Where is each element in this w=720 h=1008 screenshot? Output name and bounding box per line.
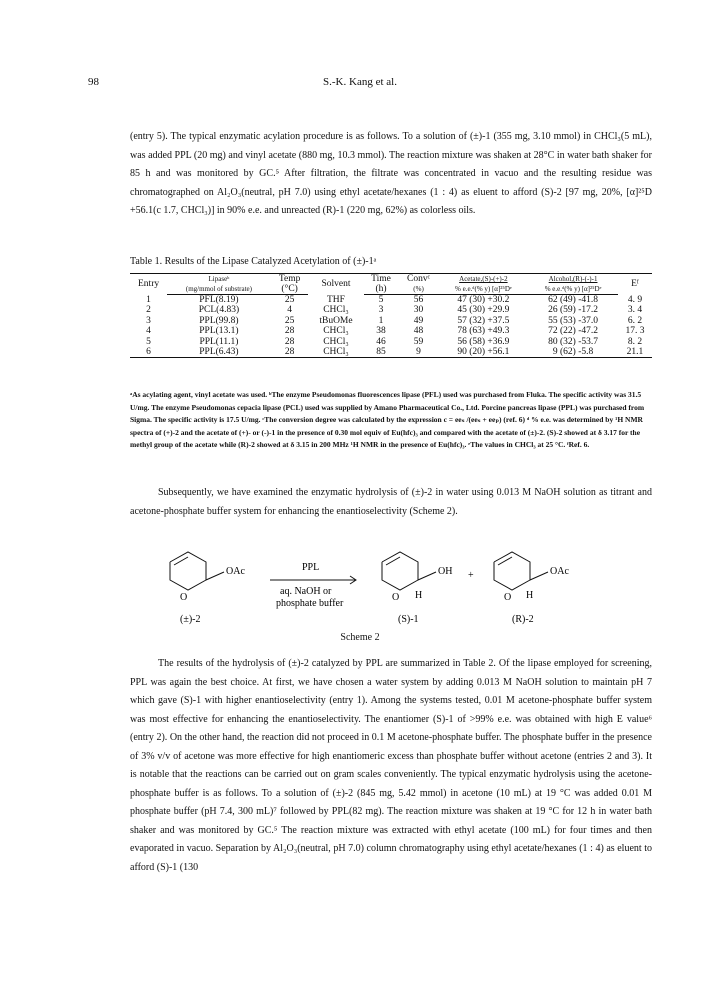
running-head: S.-K. Kang et al. [323, 76, 397, 88]
start-o: O [180, 592, 188, 603]
product1-label: (S)-1 [398, 614, 419, 625]
reaction-arrow [270, 576, 356, 584]
table-row [130, 295, 652, 306]
product1-o: O [392, 592, 400, 603]
page-number: 98 [88, 76, 99, 88]
page-header [0, 76, 720, 92]
table-row [130, 337, 652, 348]
table-cell: 56 [413, 295, 424, 305]
col-temp: Temp [271, 274, 309, 285]
table-cell: 25 [284, 315, 295, 326]
table-cell: 6. 2 [627, 315, 643, 326]
table-cell: 48 [413, 326, 424, 337]
table-cell: 3. 4 [627, 305, 643, 316]
table-cell: 45 (30) +29.9 [457, 305, 510, 316]
scheme-caption: Scheme 2 [340, 632, 380, 643]
product1-group: OH [438, 566, 453, 577]
table-cell: 3 [146, 315, 151, 326]
scheme-2-drawing [160, 548, 600, 628]
table-cell: 85 [364, 347, 399, 358]
table1-footnotes: ᵃAs acylating agent, vinyl acetate was used. ᵇThe enzyme Pseudomonas fluorescences lipase (PFL) used was purchased from Fluka. The specific activity was 31.5 U/mg. The enzyme Pseudomonas cepacia lipase (PCL) used was supplied by Amano Pharmaceutical Co., Ltd. Porcine pancreas lipase (PPL) was purchased from Sigma. The specific activity is 17.5 U/mg. ᶜThe conversion degree was calculated by the expression c = eeₛ /(eeₛ + eeₚ) (ref. 6) ᵈ % e.e. was determined by ¹H NMR spectra of (+)-2 and the acetate of (+)- or (-)-1 in the presence of 0.30 mol equiv of Eu(hfc)₃ and compared with the acetate of (±)-2. (S)-2 showed at δ 3.17 for the methyl group of the acetate while (R)-2 showed at δ 3.15 in 200 MHz ¹H NMR in the presence of Eu(hfc)₃. ᵉThe values in CHCl₃ at 25 °C. ᶠRef. 6. [130, 390, 645, 449]
col-e: Eᶠ [618, 274, 652, 295]
table-cell: CHCl₃ [308, 347, 363, 358]
reagent-bottom-2: phosphate buffer [276, 598, 344, 609]
table1 [130, 273, 652, 358]
col-acetate: Acetate,(S)-(+)-2 [439, 274, 529, 285]
table-row [130, 305, 652, 316]
table-row [130, 326, 652, 337]
start-ring [170, 552, 224, 590]
table-cell: 5 [146, 336, 151, 347]
table-cell: 56 (58) +36.9 [457, 336, 510, 347]
start-label: (±)-2 [180, 614, 201, 625]
table-cell: CHCl₃ [323, 326, 349, 337]
table-cell: 78 (63) +49.3 [457, 326, 510, 337]
table-cell: 28 [284, 326, 295, 337]
table-cell: PPL(6.43) [167, 347, 271, 358]
col-temp-unit: (°C) [271, 284, 309, 295]
col-conv-unit: (%) [399, 284, 439, 295]
table-cell: 17. 3 [625, 326, 645, 337]
product2-ring [494, 552, 548, 590]
col-entry: Entry [130, 274, 167, 295]
table-cell: 59 [413, 336, 424, 347]
plus-sign: + [468, 570, 474, 581]
table-cell: 30 [413, 305, 424, 316]
table-cell: PPL(13.1) [199, 326, 239, 337]
table-cell: 2 [146, 305, 151, 316]
table-cell: PPL(11.1) [199, 336, 239, 347]
table-cell: PCL(4.83) [198, 305, 240, 316]
table-cell: 9 (62) -5.8 [528, 347, 618, 358]
table-cell: 49 [413, 315, 424, 326]
table-cell: 3 [378, 305, 384, 316]
table-cell: 4. 9 [627, 294, 643, 305]
table1-caption: Table 1. Results of the Lipase Catalyzed Acetylation of (±)-1ᵃ [130, 256, 377, 267]
table-cell: PPL(99.8) [199, 315, 239, 326]
table-cell: 8. 2 [627, 336, 643, 347]
col-solvent: Solvent [308, 274, 363, 295]
table-cell: 90 (20) +56.1 [439, 347, 529, 358]
product2-o: O [504, 592, 512, 603]
table-cell: CHCl₃ [323, 336, 349, 347]
table-cell: 28 [284, 336, 295, 347]
table-cell: 6 [130, 347, 167, 358]
table-cell: 80 (32) -53.7 [548, 336, 598, 347]
product2-h: H [526, 590, 534, 601]
table-row [130, 316, 652, 327]
table-row [130, 347, 652, 358]
table-cell: 47 (30) +30.2 [457, 295, 510, 305]
product2-group: OAc [550, 566, 569, 577]
table-cell: 38 [376, 326, 386, 337]
table-cell: 1 [378, 315, 384, 326]
table-cell: 9 [399, 347, 439, 358]
table-cell: CHCl₃ [323, 305, 349, 316]
col-lipase-sub: (mg/mmol of substrate) [167, 284, 271, 295]
table-cell: 46 [376, 336, 386, 347]
product2-label: (R)-2 [512, 614, 534, 625]
middle-paragraph: Subsequently, we have examined the enzymatic hydrolysis of (±)-2 in water using 0.013 M NaOH solution as titrant and acetone-phosphate buffer system for enhancing the enantioselectivity (Scheme 2). [130, 487, 652, 517]
table-cell: 57 (32) +37.5 [457, 315, 510, 326]
col-time: Time [364, 274, 399, 285]
product1-h: H [415, 590, 423, 601]
reagent-bottom-1: aq. NaOH or [280, 586, 332, 597]
table-cell: 4 [146, 326, 151, 337]
table-cell: 26 (59) -17.2 [548, 305, 598, 316]
table-cell: 5 [378, 295, 384, 305]
col-time-unit: (h) [364, 284, 399, 295]
table-cell: 4 [287, 305, 292, 316]
col-acetate-sub: % e.e.ᵈ(% y) [α]²⁵Dᵉ [439, 284, 529, 295]
table-cell: PFL(8.19) [199, 295, 239, 305]
table-cell: 1 [146, 294, 151, 305]
start-group: OAc [226, 566, 245, 577]
table-cell: tBuOMe [319, 315, 353, 326]
table-cell: 55 (53) -37.0 [548, 315, 598, 326]
table-cell: THF [326, 294, 345, 305]
col-alcohol-sub: % e.e.ᵈ(% y) [α]²⁵Dᵉ [528, 284, 618, 295]
col-alcohol: Alcohol,(R)-(-)-1 [528, 274, 618, 285]
final-paragraph: The results of the hydrolysis of (±)-2 catalyzed by PPL are summarized in Table 2. Of the lipase employed for screening, PPL was again the best choice. At first, we have chosen a water system by adding 0.013 M NaOH solution to maintain pH 7 which gave (S)-1 with higher enantioselectivity (entry 1). Among the systems tested, 0.01 M acetone-phosphate buffer system was most effective for enhancing the enantioselectivity. The enantiomer (S)-1 of >99% e.e. was obtained with high E value⁶ (entry 2). On the other hand, the reaction did not proceed in 0.1 M acetone-phosphate buffer. The phosphate buffer in the presence of 3% v/v of acetone was more effective for high enantiomeric excess than phosphate buffer without acetone (entries 2 and 3). It is notable that the reactions can be carried out on gram scales conveniently. The typical enzymatic hydrolysis using the acetone-phosphate buffer is as follows. To a solution of (±)-2 (845 mg, 5.42 mmol) in acetone (10 mL) at 19 °C was added 0.01 M phosphate buffer (pH 7.4, 300 mL)⁷ followed by PPL(82 mg). The reaction mixture was shaken at 19 °C for 12 h in water bath shaker and was monitored by GC.⁵ The reaction mixture was extracted with ethyl acetate (100 mL) for four times and then evaporated in vacuo. Separation by Al₂O₃(neutral, pH 7.0) column chromatography using ethyl acetate/hexanes (1 : 4) as eluent to afford (S)-1 (130 [130, 658, 652, 873]
table-cell: 72 (22) -47.2 [548, 326, 598, 337]
col-lipase: Lipaseᵇ [167, 274, 271, 285]
col-conv: Convᶜ [399, 274, 439, 285]
product1-ring [382, 552, 436, 590]
table-cell: 21.1 [618, 347, 652, 358]
intro-paragraph: (entry 5). The typical enzymatic acylation procedure is as follows. To a solution of (±)-1 (355 mg, 3.10 mmol) in CHCl₃(5 mL), was added PPL (20 mg) and vinyl acetate (880 mg, 10.3 mmol). The reaction mixture was shaken at 28°C in water bath shaker for 85 h and was monitored by GC.⁵ After filtration, the filtrate was concentrated in vacuo and the resulting residue was chromatographed on Al₂O₃(neutral, pH 7.0) using ethyl acetate/hexanes (1 : 4) as eluent to afford (S)-2 [97 mg, 20%, [α]²⁵D +56.1(c 1.7, CHCl₃)] in 90% e.e. and unreacted (R)-1 (220 mg, 62%) as colorless oils. [130, 131, 652, 216]
reagent-top: PPL [302, 562, 320, 573]
table-cell: 25 [284, 295, 295, 305]
table-cell: 62 (49) -41.8 [548, 295, 598, 305]
table-cell: 28 [271, 347, 309, 358]
